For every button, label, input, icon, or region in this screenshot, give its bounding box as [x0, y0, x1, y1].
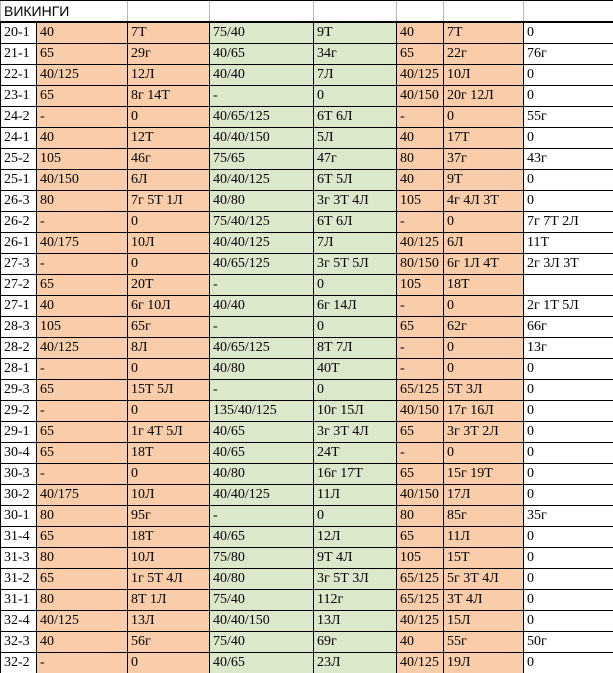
data-cell[interactable]: 8Т 7Л — [314, 338, 397, 359]
data-cell[interactable]: 7г 5Т 1Л — [128, 191, 210, 212]
data-cell[interactable]: 40/80 — [210, 191, 314, 212]
table-row — [1, 317, 613, 338]
data-cell[interactable]: 40/125 — [37, 338, 128, 359]
data-cell[interactable]: 0 — [128, 212, 210, 233]
table-row — [1, 443, 613, 464]
data-cell[interactable]: 16г 17Т — [314, 464, 397, 485]
data-cell[interactable]: 8г 14Т — [128, 86, 210, 107]
data-cell[interactable]: - — [397, 338, 444, 359]
data-cell[interactable]: 0 — [128, 653, 210, 673]
row-label-cell[interactable]: 30-1 — [1, 506, 37, 527]
data-cell[interactable]: - — [37, 107, 128, 128]
data-cell[interactable]: 7Л — [314, 65, 397, 86]
row-label-cell[interactable]: 29-2 — [1, 401, 37, 422]
data-cell[interactable]: 0 — [524, 548, 613, 569]
data-cell[interactable]: 75/40/125 — [210, 212, 314, 233]
table-row — [1, 506, 613, 527]
data-cell[interactable]: 10г 15Л — [314, 401, 397, 422]
data-cell[interactable]: 24Т — [314, 443, 397, 464]
row-label-cell[interactable]: 28-3 — [1, 317, 37, 338]
data-cell[interactable]: 6Л — [444, 233, 524, 254]
data-cell[interactable]: 8Л — [128, 338, 210, 359]
row-label-cell[interactable]: 30-3 — [1, 464, 37, 485]
table-row — [1, 359, 613, 380]
data-cell[interactable]: - — [397, 296, 444, 317]
data-cell[interactable]: 12Т — [128, 128, 210, 149]
data-cell[interactable]: 40/65/125 — [210, 107, 314, 128]
data-cell[interactable]: 0 — [444, 107, 524, 128]
data-cell[interactable]: 7Т — [444, 22, 524, 44]
data-cell[interactable]: 0 — [444, 443, 524, 464]
row-label-cell[interactable]: 21-1 — [1, 44, 37, 65]
table-row — [1, 149, 613, 170]
sheet-title-cell[interactable]: ВИКИНГИ — [1, 1, 128, 23]
table-row — [1, 65, 613, 86]
data-cell[interactable]: 0 — [524, 128, 613, 149]
data-cell[interactable]: 65/125 — [397, 569, 444, 590]
data-cell[interactable]: 0 — [524, 443, 613, 464]
data-cell[interactable]: 18Т — [444, 275, 524, 296]
data-cell[interactable]: 40/40/125 — [210, 170, 314, 191]
table-row — [1, 233, 613, 254]
data-cell[interactable]: 85г — [444, 506, 524, 527]
data-cell[interactable]: 0 — [128, 254, 210, 275]
data-cell[interactable]: - — [210, 317, 314, 338]
data-cell[interactable]: 6г 10Л — [128, 296, 210, 317]
data-cell[interactable]: 0 — [444, 338, 524, 359]
data-cell[interactable]: 40/65/125 — [210, 338, 314, 359]
data-cell[interactable]: 65/125 — [397, 590, 444, 611]
data-cell[interactable]: - — [210, 86, 314, 107]
data-cell[interactable]: 40 — [397, 170, 444, 191]
data-cell[interactable]: 40 — [397, 22, 444, 44]
data-cell[interactable]: 13г — [524, 338, 613, 359]
data-cell[interactable]: 75/40 — [210, 632, 314, 653]
data-cell[interactable]: 40/65 — [210, 653, 314, 673]
data-cell[interactable]: 15Л — [444, 611, 524, 632]
data-cell[interactable]: 17Л — [444, 485, 524, 506]
data-cell[interactable]: 65 — [37, 44, 128, 65]
header-empty-cell[interactable] — [210, 1, 314, 23]
data-cell[interactable]: 0 — [524, 611, 613, 632]
row-label-cell[interactable]: 25-2 — [1, 149, 37, 170]
data-cell[interactable]: 65 — [397, 44, 444, 65]
data-cell[interactable]: 15Т — [444, 548, 524, 569]
data-cell[interactable]: 40/40 — [210, 65, 314, 86]
data-cell[interactable]: 40/40/125 — [210, 233, 314, 254]
data-cell[interactable]: 65/125 — [397, 380, 444, 401]
data-cell[interactable]: 40 — [397, 128, 444, 149]
table-row — [1, 569, 613, 590]
row-label-cell[interactable]: 27-2 — [1, 275, 37, 296]
data-cell[interactable]: 80 — [37, 590, 128, 611]
data-cell[interactable]: 6Т 5Л — [314, 170, 397, 191]
data-cell[interactable]: 0 — [524, 380, 613, 401]
data-cell[interactable]: 6Т 6Л — [314, 107, 397, 128]
data-cell[interactable]: 9Т — [444, 170, 524, 191]
data-cell[interactable]: 0 — [524, 464, 613, 485]
data-cell[interactable]: 40 — [37, 296, 128, 317]
data-cell[interactable]: 40/40/150 — [210, 611, 314, 632]
data-cell[interactable]: 19Л — [444, 653, 524, 673]
data-cell[interactable]: 0 — [524, 401, 613, 422]
data-cell[interactable]: 0 — [128, 464, 210, 485]
table-row — [1, 527, 613, 548]
data-cell[interactable]: 0 — [444, 296, 524, 317]
data-cell[interactable]: 18Т — [128, 443, 210, 464]
data-cell[interactable]: 80/150 — [397, 254, 444, 275]
data-cell[interactable]: 105 — [37, 149, 128, 170]
table-row — [1, 107, 613, 128]
row-label-cell[interactable]: 26-1 — [1, 233, 37, 254]
table-row — [1, 22, 613, 44]
data-cell[interactable]: 40/40/125 — [210, 485, 314, 506]
data-cell[interactable]: 1г 5Т 4Л — [128, 569, 210, 590]
table-row — [1, 254, 613, 275]
row-label-cell[interactable]: 32-2 — [1, 653, 37, 673]
row-label-cell[interactable]: 31-4 — [1, 527, 37, 548]
data-cell[interactable]: 43г — [524, 149, 613, 170]
table-row — [1, 338, 613, 359]
data-cell[interactable]: 40/80 — [210, 569, 314, 590]
table-row — [1, 191, 613, 212]
data-cell[interactable]: 40/125 — [37, 65, 128, 86]
row-label-cell[interactable]: 31-1 — [1, 590, 37, 611]
data-cell[interactable]: 0 — [524, 86, 613, 107]
data-cell[interactable]: 40 — [397, 632, 444, 653]
data-cell[interactable]: 66г — [524, 317, 613, 338]
data-cell[interactable]: 40Т — [314, 359, 397, 380]
data-cell[interactable]: 40/150 — [397, 86, 444, 107]
data-cell[interactable]: 3Т 4Л — [444, 590, 524, 611]
data-cell[interactable]: 0 — [128, 401, 210, 422]
data-cell[interactable]: 56г — [128, 632, 210, 653]
data-cell[interactable]: 40/150 — [397, 401, 444, 422]
table-row — [1, 212, 613, 233]
data-cell[interactable]: 62г — [444, 317, 524, 338]
data-cell[interactable]: 10Л — [128, 485, 210, 506]
data-cell[interactable]: 11Л — [314, 485, 397, 506]
data-cell[interactable]: 40/125 — [397, 233, 444, 254]
data-cell[interactable]: 105 — [397, 275, 444, 296]
data-cell[interactable]: 0 — [524, 527, 613, 548]
data-cell[interactable]: 40 — [37, 632, 128, 653]
data-cell[interactable]: - — [37, 212, 128, 233]
data-cell[interactable]: 0 — [314, 275, 397, 296]
data-cell[interactable]: 2г 3Л 3Т — [524, 254, 613, 275]
data-cell[interactable]: 46г — [128, 149, 210, 170]
data-cell[interactable]: 105 — [37, 317, 128, 338]
header-empty-cell[interactable] — [524, 1, 613, 23]
table-row — [1, 485, 613, 506]
data-cell[interactable]: 35г — [524, 506, 613, 527]
data-cell[interactable]: 40/125 — [397, 65, 444, 86]
data-cell[interactable] — [524, 275, 613, 296]
data-cell[interactable]: 3г 5Т 5Л — [314, 254, 397, 275]
data-cell[interactable]: 11Т — [524, 233, 613, 254]
data-cell[interactable]: 10Л — [444, 65, 524, 86]
row-label-cell[interactable]: 28-1 — [1, 359, 37, 380]
table-row — [1, 590, 613, 611]
data-cell[interactable]: 11Л — [444, 527, 524, 548]
data-cell[interactable]: 0 — [524, 422, 613, 443]
data-cell[interactable]: 22г — [444, 44, 524, 65]
data-cell[interactable]: - — [397, 212, 444, 233]
data-cell[interactable]: 9Т 4Л — [314, 548, 397, 569]
data-cell[interactable]: 8Т 1Л — [128, 590, 210, 611]
row-label-cell[interactable]: 26-2 — [1, 212, 37, 233]
data-cell[interactable]: 65 — [37, 569, 128, 590]
data-cell[interactable]: - — [37, 359, 128, 380]
data-cell[interactable]: 13Л — [128, 611, 210, 632]
data-cell[interactable]: 75/80 — [210, 548, 314, 569]
data-cell[interactable]: 40/40/150 — [210, 128, 314, 149]
data-cell[interactable]: - — [210, 506, 314, 527]
data-cell[interactable]: 0 — [314, 86, 397, 107]
data-cell[interactable]: 65г — [128, 317, 210, 338]
row-label-cell[interactable]: 31-3 — [1, 548, 37, 569]
data-cell[interactable]: 5Л — [314, 128, 397, 149]
header-empty-cell[interactable] — [397, 1, 444, 23]
header-row — [1, 1, 613, 23]
data-cell[interactable]: 80 — [37, 548, 128, 569]
data-cell[interactable]: 65 — [37, 275, 128, 296]
data-cell[interactable]: 65 — [37, 422, 128, 443]
data-cell[interactable]: 65 — [397, 464, 444, 485]
data-cell[interactable]: 75/65 — [210, 149, 314, 170]
row-label-cell[interactable]: 27-1 — [1, 296, 37, 317]
data-cell[interactable]: 3г 3Т 4Л — [314, 422, 397, 443]
data-cell[interactable]: 65 — [397, 422, 444, 443]
data-cell[interactable]: 112г — [314, 590, 397, 611]
row-label-cell[interactable]: 22-1 — [1, 65, 37, 86]
data-cell[interactable]: 65 — [37, 527, 128, 548]
data-cell[interactable]: 2г 1Т 5Л — [524, 296, 613, 317]
row-label-cell[interactable]: 20-1 — [1, 22, 37, 44]
row-label-cell[interactable]: 30-2 — [1, 485, 37, 506]
data-cell[interactable]: 76г — [524, 44, 613, 65]
row-label-cell[interactable]: 32-3 — [1, 632, 37, 653]
data-cell[interactable]: 0 — [524, 22, 613, 44]
data-cell[interactable]: 40/65 — [210, 443, 314, 464]
data-cell[interactable]: 0 — [524, 170, 613, 191]
data-cell[interactable]: 0 — [444, 359, 524, 380]
data-cell[interactable]: 29г — [128, 44, 210, 65]
data-cell[interactable]: - — [397, 359, 444, 380]
data-cell[interactable]: 80 — [37, 506, 128, 527]
table-row — [1, 170, 613, 191]
data-cell[interactable]: - — [37, 254, 128, 275]
data-cell[interactable]: 12Л — [314, 527, 397, 548]
data-cell[interactable]: 15Т 5Л — [128, 380, 210, 401]
data-cell[interactable]: 75/40 — [210, 22, 314, 44]
table-row — [1, 128, 613, 149]
data-cell[interactable]: - — [397, 107, 444, 128]
data-cell[interactable]: 4г 4Л 3Т — [444, 191, 524, 212]
data-cell[interactable]: 0 — [314, 317, 397, 338]
data-cell[interactable]: 95г — [128, 506, 210, 527]
row-label-cell[interactable]: 24-2 — [1, 107, 37, 128]
data-cell[interactable]: 0 — [444, 212, 524, 233]
table-row — [1, 632, 613, 653]
data-cell[interactable]: 40/65 — [210, 527, 314, 548]
data-cell[interactable]: 80 — [397, 506, 444, 527]
table-row — [1, 275, 613, 296]
data-cell[interactable]: 23Л — [314, 653, 397, 673]
data-cell[interactable]: 40/80 — [210, 464, 314, 485]
data-cell[interactable]: 40/40 — [210, 296, 314, 317]
data-cell[interactable]: 15г 19Т — [444, 464, 524, 485]
row-label-cell[interactable]: 25-1 — [1, 170, 37, 191]
row-label-cell[interactable]: 23-1 — [1, 86, 37, 107]
data-cell[interactable]: 40/125 — [37, 611, 128, 632]
table-row — [1, 422, 613, 443]
data-cell[interactable]: 50г — [524, 632, 613, 653]
data-cell[interactable]: 40/65 — [210, 44, 314, 65]
data-cell[interactable]: 17г 16Л — [444, 401, 524, 422]
table-row — [1, 401, 613, 422]
data-cell[interactable]: 0 — [524, 65, 613, 86]
row-label-cell[interactable]: 29-1 — [1, 422, 37, 443]
row-label-cell[interactable]: 24-1 — [1, 128, 37, 149]
table-row — [1, 548, 613, 569]
data-cell[interactable]: 7г 7Т 2Л — [524, 212, 613, 233]
data-cell[interactable]: 75/40 — [210, 590, 314, 611]
data-cell[interactable]: 13Л — [314, 611, 397, 632]
data-cell[interactable]: - — [397, 443, 444, 464]
data-cell[interactable]: 0 — [524, 485, 613, 506]
table-row — [1, 611, 613, 632]
row-label-cell[interactable]: 29-3 — [1, 380, 37, 401]
data-cell[interactable]: 65 — [397, 317, 444, 338]
header-empty-cell[interactable] — [314, 1, 397, 23]
data-cell[interactable]: 40/65/125 — [210, 254, 314, 275]
data-cell[interactable]: 6Т 6Л — [314, 212, 397, 233]
data-cell[interactable]: 40/125 — [397, 611, 444, 632]
data-cell[interactable]: 6г 1Л 4Т — [444, 254, 524, 275]
data-cell[interactable]: 55г — [444, 632, 524, 653]
data-cell[interactable]: 0 — [524, 359, 613, 380]
data-cell[interactable]: 37г — [444, 149, 524, 170]
data-cell[interactable]: 40/175 — [37, 233, 128, 254]
data-cell[interactable]: 40/150 — [397, 485, 444, 506]
data-cell[interactable]: 7Л — [314, 233, 397, 254]
data-cell[interactable]: 55г — [524, 107, 613, 128]
data-cell[interactable]: 0 — [314, 380, 397, 401]
data-cell[interactable]: 5Т 3Л — [444, 380, 524, 401]
data-cell[interactable]: 105 — [397, 548, 444, 569]
data-cell[interactable]: - — [210, 380, 314, 401]
table-row — [1, 653, 613, 673]
data-cell[interactable]: - — [37, 653, 128, 673]
data-cell[interactable]: 6Л — [128, 170, 210, 191]
data-cell[interactable]: 20Т — [128, 275, 210, 296]
table-row — [1, 296, 613, 317]
data-cell[interactable]: 1г 4Т 5Л — [128, 422, 210, 443]
data-cell[interactable]: 65 — [37, 86, 128, 107]
data-cell[interactable]: 40 — [37, 128, 128, 149]
data-cell[interactable]: 20г 12Л — [444, 86, 524, 107]
row-label-cell[interactable]: 27-3 — [1, 254, 37, 275]
header-empty-cell[interactable] — [444, 1, 524, 23]
data-cell[interactable]: 17Т — [444, 128, 524, 149]
data-cell[interactable]: 9Т — [314, 22, 397, 44]
data-cell[interactable]: 5г 3Т 4Л — [444, 569, 524, 590]
header-empty-cell[interactable] — [128, 1, 210, 23]
data-cell[interactable]: 40/175 — [37, 485, 128, 506]
data-cell[interactable]: - — [37, 401, 128, 422]
data-cell[interactable]: 80 — [37, 191, 128, 212]
data-cell[interactable]: 40/150 — [37, 170, 128, 191]
data-cell[interactable]: 135/40/125 — [210, 401, 314, 422]
table-row — [1, 464, 613, 485]
data-cell[interactable]: 65 — [37, 443, 128, 464]
data-cell[interactable]: 18Т — [128, 527, 210, 548]
data-cell[interactable]: 34г — [314, 44, 397, 65]
data-cell[interactable]: 40/65 — [210, 422, 314, 443]
data-cell[interactable]: 0 — [524, 590, 613, 611]
table-row — [1, 86, 613, 107]
data-cell[interactable]: 3г 5Т 3Л — [314, 569, 397, 590]
data-cell[interactable]: 3г 3Т 4Л — [314, 191, 397, 212]
data-cell[interactable]: 40/80 — [210, 359, 314, 380]
data-cell[interactable]: 0 — [524, 653, 613, 673]
data-cell[interactable]: 40 — [37, 22, 128, 44]
data-cell[interactable]: 12Л — [128, 65, 210, 86]
row-label-cell[interactable]: 32-4 — [1, 611, 37, 632]
row-label-cell[interactable]: 30-4 — [1, 443, 37, 464]
table-row — [1, 380, 613, 401]
data-cell[interactable]: 0 — [524, 191, 613, 212]
data-cell[interactable]: 65 — [397, 527, 444, 548]
data-cell[interactable]: 0 — [128, 359, 210, 380]
data-cell[interactable]: 0 — [524, 569, 613, 590]
row-label-cell[interactable]: 26-3 — [1, 191, 37, 212]
data-cell[interactable]: 105 — [397, 191, 444, 212]
data-cell[interactable]: - — [37, 464, 128, 485]
data-cell[interactable]: 40/125 — [397, 653, 444, 673]
data-cell[interactable]: 3г 3Т 2Л — [444, 422, 524, 443]
data-cell[interactable]: 0 — [128, 107, 210, 128]
data-cell[interactable]: 7Т — [128, 22, 210, 44]
data-cell[interactable]: 80 — [397, 149, 444, 170]
data-cell[interactable]: 10Л — [128, 548, 210, 569]
data-cell[interactable]: 0 — [314, 506, 397, 527]
data-cell[interactable]: 65 — [37, 380, 128, 401]
data-cell[interactable]: 6г 14Л — [314, 296, 397, 317]
data-cell[interactable]: 69г — [314, 632, 397, 653]
data-cell[interactable]: 10Л — [128, 233, 210, 254]
row-label-cell[interactable]: 28-2 — [1, 338, 37, 359]
table-row — [1, 44, 613, 65]
row-label-cell[interactable]: 31-2 — [1, 569, 37, 590]
data-cell[interactable]: 47г — [314, 149, 397, 170]
data-cell[interactable]: - — [210, 275, 314, 296]
